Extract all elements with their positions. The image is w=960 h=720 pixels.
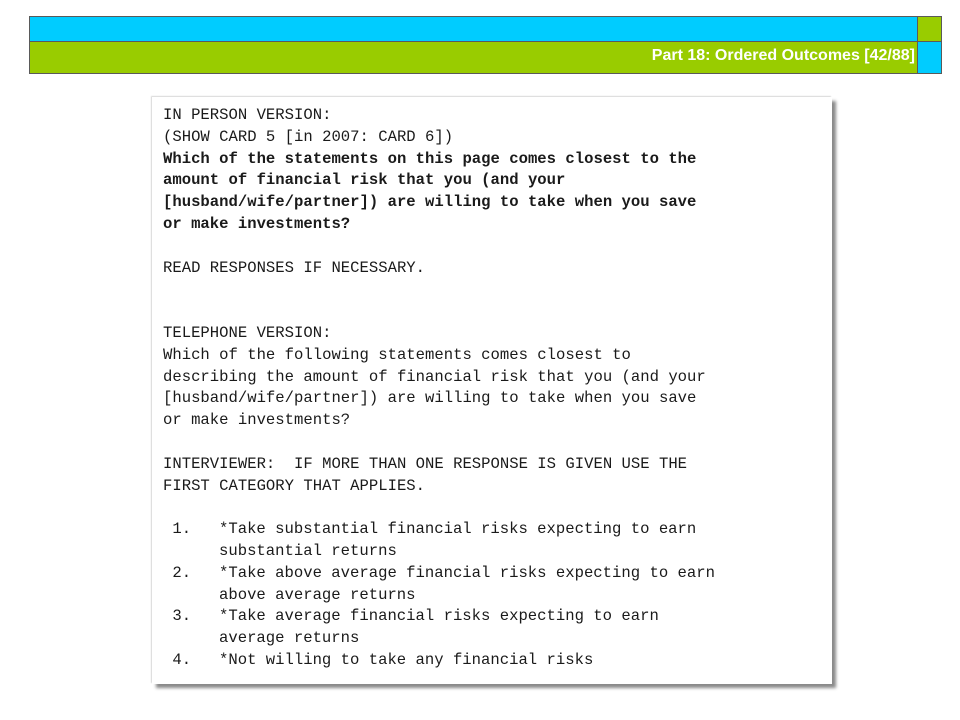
spacer — [163, 279, 828, 323]
spacer — [163, 497, 828, 519]
header-top-stripe — [29, 16, 918, 42]
header-corner-square-bottom — [917, 41, 942, 74]
response-text-line: *Take above average financial risks expecting to earn — [219, 563, 715, 582]
in-person-question-line: amount of financial risk that you (and your — [163, 171, 566, 190]
response-list — [163, 519, 828, 672]
in-person-question-line: Which of the statements on this page comes closest to the — [163, 149, 697, 168]
response-option-4 — [163, 650, 828, 672]
slide-title: Part 18: Ordered Outcomes [42/88] — [651, 47, 915, 64]
response-text-line: *Not willing to take any financial risks — [219, 650, 594, 669]
response-text-line: average returns — [219, 629, 360, 648]
response-number: 3. — [163, 607, 192, 626]
telephone-heading: TELEPHONE VERSION: — [163, 323, 332, 342]
response-number: 4. — [163, 650, 192, 669]
telephone-question-line: [husband/wife/partner]) are willing to take when you save — [163, 389, 697, 408]
response-option-2 — [163, 563, 828, 607]
response-text-line: *Take average financial risks expecting to earn — [219, 607, 659, 626]
response-text-line: substantial returns — [219, 541, 397, 560]
header-corner-square-top — [917, 16, 942, 42]
spacer — [163, 236, 828, 258]
show-card-note: (SHOW CARD 5 [in 2007: CARD 6]) — [163, 127, 454, 146]
response-number: 2. — [163, 563, 192, 582]
response-option-3 — [163, 606, 828, 650]
response-number: 1. — [163, 520, 192, 539]
spacer — [163, 432, 828, 454]
questionnaire-content — [163, 105, 828, 672]
in-person-heading: IN PERSON VERSION: — [163, 106, 332, 124]
read-responses-instruction: READ RESPONSES IF NECESSARY. — [163, 258, 426, 277]
response-text-line: above average returns — [219, 585, 416, 604]
response-text-line: *Take substantial financial risks expecting to earn — [219, 520, 697, 539]
response-option-1 — [163, 519, 828, 563]
telephone-question-line: describing the amount of financial risk that you (and your — [163, 367, 706, 386]
questionnaire-card — [152, 97, 832, 684]
in-person-question-line: [husband/wife/partner]) are willing to take when you save — [163, 193, 697, 212]
telephone-question-line: or make investments? — [163, 411, 351, 430]
telephone-question-line: Which of the following statements comes closest to — [163, 345, 631, 364]
in-person-question-line: or make investments? — [163, 214, 351, 233]
interviewer-instruction-line: INTERVIEWER: IF MORE THAN ONE RESPONSE IS GIVEN USE THE — [163, 454, 688, 473]
interviewer-instruction-line: FIRST CATEGORY THAT APPLIES. — [163, 476, 426, 495]
